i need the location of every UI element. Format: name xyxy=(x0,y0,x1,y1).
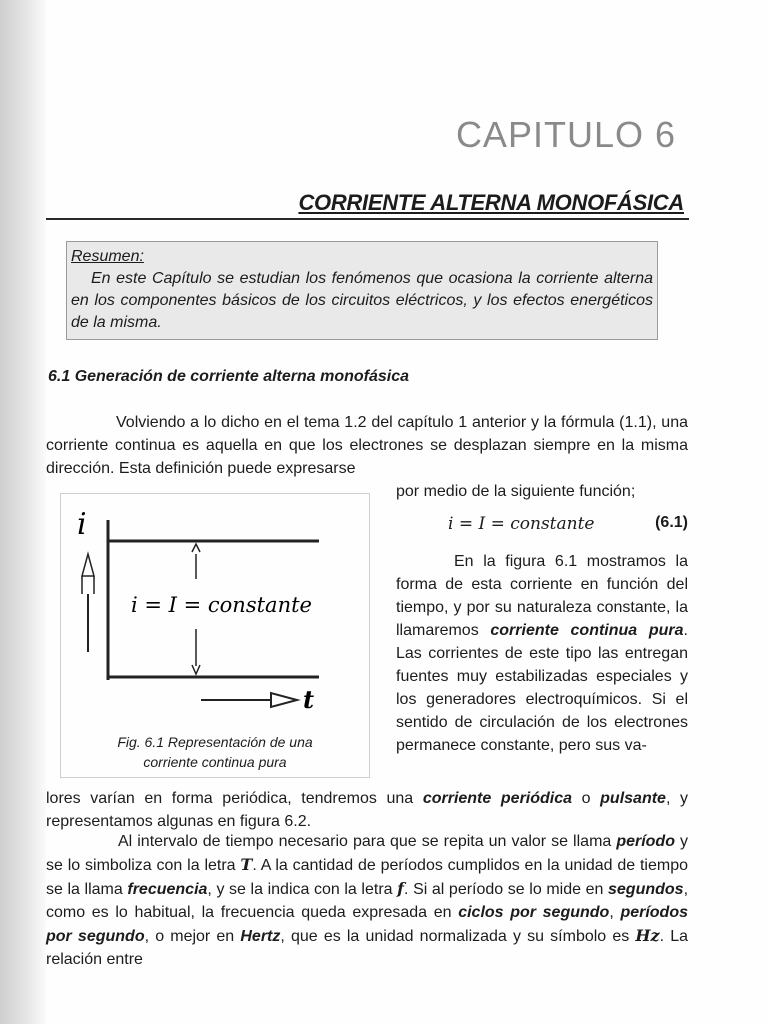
term-pulsante: pulsante xyxy=(600,790,666,807)
term-periodo: período xyxy=(616,833,675,850)
summary-text: En este Capítulo se estudian los fenómenos que ocasiona la corriente alterna en los componentes básicos de los circuitos eléctricos, y los efectos energéticos de la misma. xyxy=(71,270,653,331)
axis-i-label: i xyxy=(77,507,87,542)
section-heading: 6.1 Generación de corriente alterna monofásica xyxy=(48,368,410,385)
figure-inner-label: i = I = constante xyxy=(131,593,312,617)
figure-caption xyxy=(61,732,369,772)
figure-6-1 xyxy=(60,493,370,778)
chapter-label: CAPITULO 6 xyxy=(455,114,676,155)
term-corriente-continua-pura: corriente continua pura xyxy=(490,622,684,639)
axis-t-label: t xyxy=(303,685,315,714)
figure-caption-line-2: corriente continua pura xyxy=(143,754,287,770)
equation-6-1 xyxy=(396,514,690,538)
term-hertz: Hertz xyxy=(240,928,281,945)
paragraph-period-frequency: Al intervalo de tiempo necesario para que se repita un valor se llama período y se lo simboliza con la letra T. A la cantidad de períodos cumplidos en la unidad de tiempo se la llama frecuencia, y se la indica con la letra f. Si al período se lo mide en segundos, como es lo habitual, la frecuencia queda expresada en ciclos por segundo, períodos por segundo, o mejor en Hertz, que es la unidad normalizada y su símbolo es Hz. La relación entre xyxy=(46,833,689,968)
term-corriente-periodica: corriente periódica xyxy=(422,790,573,807)
scan-shadow-edge xyxy=(0,0,46,1024)
paragraph-intro-tail: por medio de la siguiente función; xyxy=(396,483,636,500)
summary-box xyxy=(66,241,658,340)
equation-number: (6.1) xyxy=(655,514,688,531)
chapter-title: CORRIENTE ALTERNA MONOFÁSICA xyxy=(298,190,684,215)
paragraph-figure-description: En la figura 6.1 mostramos la forma de esta corriente en función del tiempo, y por su naturaleza constante, la llamaremos corriente continua pura. Las corrientes de este tipo las entregan fuentes muy estabilizadas especiales y los generadores electroquímicos. Si el sentido de circulación de los electrones permanece constante, pero sus va- xyxy=(396,553,688,754)
paragraph-intro: Volviendo a lo dicho en el tema 1.2 del capítulo 1 anterior y la fórmula (1.1), una corriente continua es aquella en que los electrones se desplazan siempre en la misma dirección. Esta definición puede expresarse xyxy=(46,414,688,477)
summary-title: Resumen: xyxy=(71,248,144,265)
symbol-Hz: Hz xyxy=(635,926,660,945)
term-periodos-por-segundo: períodos por segundo xyxy=(46,904,688,945)
figure-caption-line-1: Fig. 6.1 Representación de una xyxy=(117,734,313,750)
paragraph-periodic-current: lores varían en forma periódica, tendremos una corriente periódica o pulsante, y representamos algunas en figura 6.2. xyxy=(46,790,689,830)
time-arrow-head xyxy=(271,693,297,707)
symbol-f: f xyxy=(397,879,405,898)
symbol-T: T xyxy=(240,855,253,874)
vertical-arrow-head xyxy=(82,554,94,576)
equation-formula: i = I = constante xyxy=(448,514,595,534)
term-segundos: segundos xyxy=(608,881,684,898)
header-rule xyxy=(46,218,689,220)
term-ciclos-por-segundo: ciclos por segundo xyxy=(458,904,610,921)
term-frecuencia: frecuencia xyxy=(127,881,208,898)
